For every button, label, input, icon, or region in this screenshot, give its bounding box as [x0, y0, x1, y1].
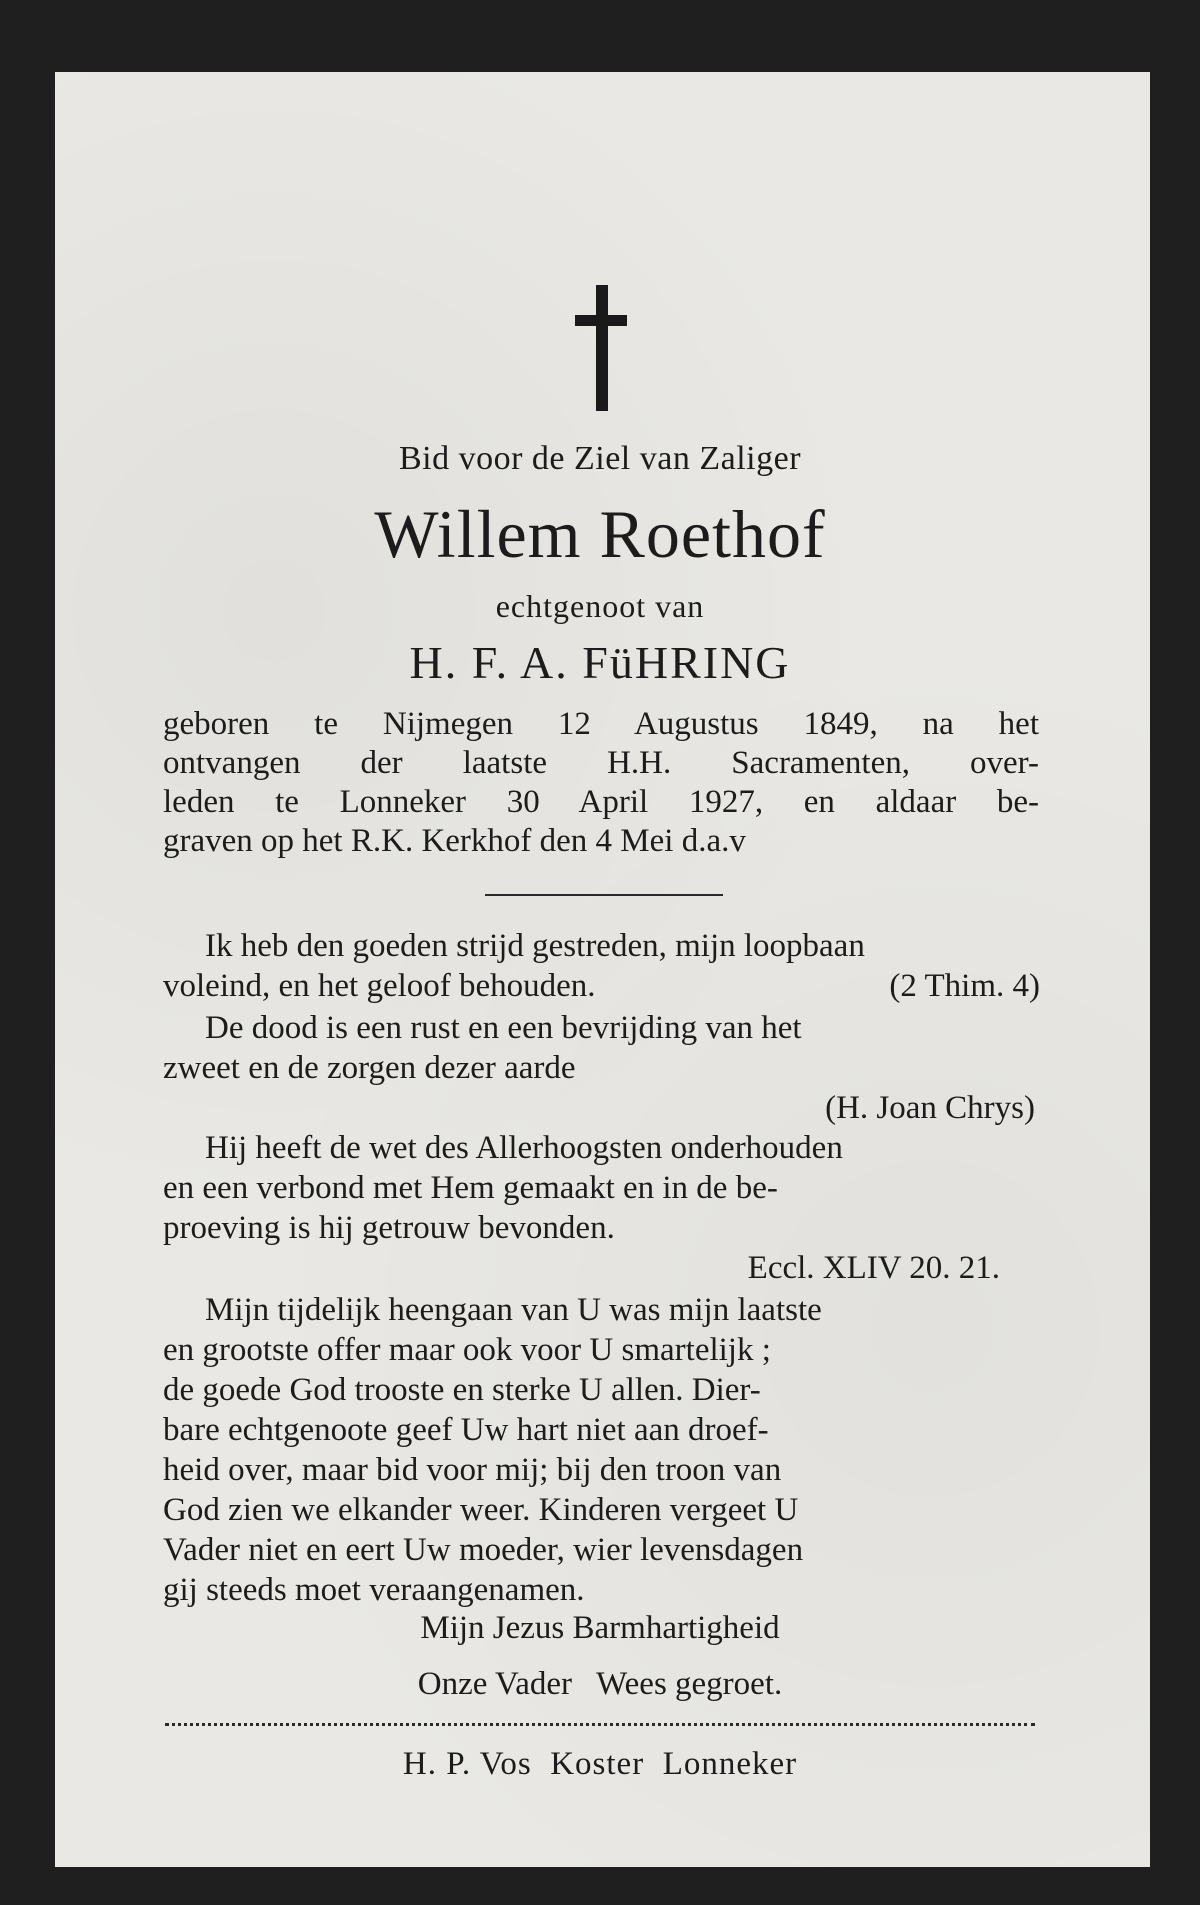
farewell-line: en grootste offer maar ook voor U smartelijk ;: [163, 1332, 771, 1368]
biography-line: geboren te Nijmegen 12 Augustus 1849, na het: [163, 706, 1039, 742]
quote-line: zweet en de zorgen dezer aarde: [163, 1050, 576, 1086]
quote-line: voleind, en het geloof behouden.: [163, 968, 596, 1004]
biography-line: ontvangen der laatste H.H. Sacramenten, over-: [163, 745, 1039, 781]
farewell-line: Vader niet en eert Uw moeder, wier levensdagen: [163, 1532, 804, 1568]
spouse-name: H. F. A. FüHRING: [409, 637, 791, 688]
printer-credit: H. P. Vos Koster Lonneker: [402, 1746, 798, 1782]
separator-rule: [485, 894, 723, 896]
farewell-line: de goede God trooste en sterke U allen. Dier-: [163, 1372, 761, 1408]
farewell-line: heid over, maar bid voor mij; bij den troon van: [163, 1452, 782, 1488]
quote-source: (H. Joan Chrys): [825, 1090, 1035, 1126]
cross-icon: [575, 285, 627, 411]
farewell-line: God zien we elkander weer. Kinderen vergeet U: [163, 1492, 799, 1528]
quote-line: proeving is hij getrouw bevonden.: [163, 1210, 615, 1246]
quote-line: en een verbond met Hem gemaakt en in de be-: [163, 1170, 778, 1206]
quote-line: Hij heeft de wet des Allerhoogsten onderhouden: [205, 1130, 843, 1166]
quote-source: (2 Thim. 4): [889, 968, 1040, 1004]
closing-prayer-2: Onze Vader Wees gegroet.: [417, 1666, 783, 1702]
biography-line: leden te Lonneker 30 April 1927, en aldaar be-: [163, 784, 1039, 820]
biography-line: graven op het R.K. Kerkhof den 4 Mei d.a.v: [163, 823, 746, 859]
quote-text: Ik heb den goeden strijd gestreden, mijn loopbaan: [205, 928, 865, 964]
dotted-divider: [165, 1723, 1035, 1726]
spouse-of-label: echtgenoot van: [495, 588, 705, 624]
prayer-line: Bid voor de Ziel van Zaliger: [398, 440, 802, 477]
farewell-line: bare echtgenoote geef Uw hart niet aan droef-: [163, 1412, 769, 1448]
quote-source: Eccl. XLIV 20. 21.: [747, 1250, 1000, 1286]
deceased-name: Willem Roethof: [374, 496, 826, 572]
quote-line: De dood is een rust en een bevrijding van het: [205, 1010, 802, 1046]
closing-prayer-1: Mijn Jezus Barmhartigheid: [420, 1610, 780, 1646]
farewell-line: gij steeds moet veraangenamen.: [163, 1572, 585, 1608]
farewell-line: Mijn tijdelijk heengaan van U was mijn laatste: [205, 1292, 822, 1328]
biography: [163, 705, 1039, 861]
quote-line: [205, 930, 1039, 963]
